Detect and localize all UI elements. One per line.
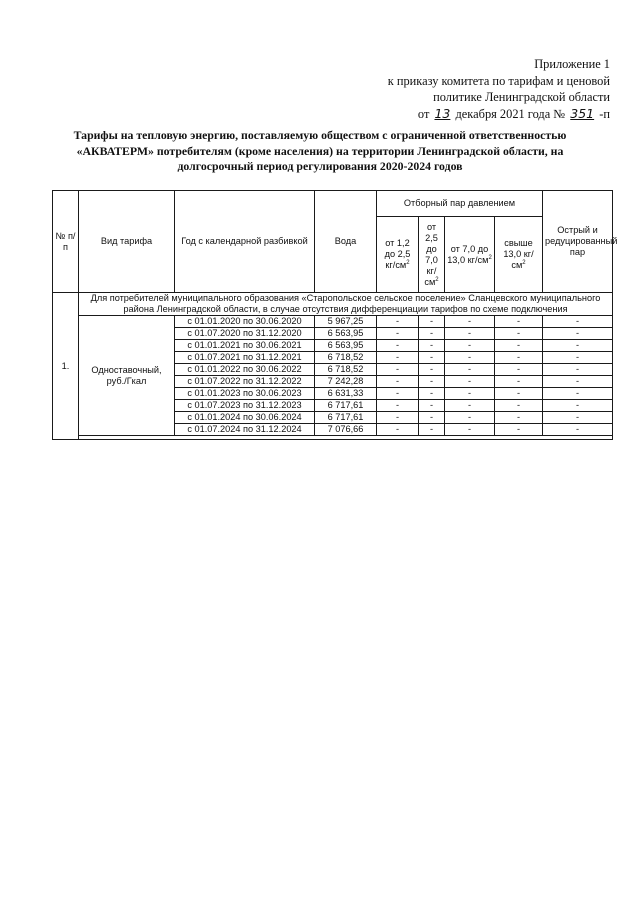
tariff-name: Одноставочный, руб./Гкал: [79, 316, 175, 436]
empty-tariff-cell: -: [543, 316, 613, 328]
period-cell: с 01.01.2022 по 30.06.2022: [175, 364, 315, 376]
tariff-table: [52, 190, 618, 440]
header-number: № п/п: [53, 191, 79, 293]
empty-tariff-cell: -: [445, 424, 495, 436]
empty-tariff-cell: -: [419, 340, 445, 352]
empty-tariff-cell: -: [419, 412, 445, 424]
period-cell: с 01.01.2021 по 30.06.2021: [175, 340, 315, 352]
table-bottom-row: [53, 436, 613, 440]
empty-tariff-cell: -: [445, 352, 495, 364]
empty-tariff-cell: -: [377, 340, 419, 352]
empty-tariff-cell: -: [377, 316, 419, 328]
empty-tariff-cell: -: [495, 340, 543, 352]
date-middle: декабря 2021 года №: [455, 106, 566, 121]
water-tariff-cell: 6 718,52: [315, 364, 377, 376]
header-steam-group: Отборный пар давлением: [377, 191, 543, 217]
water-tariff-cell: 5 967,25: [315, 316, 377, 328]
empty-tariff-cell: -: [495, 376, 543, 388]
appendix-block: [338, 56, 610, 122]
empty-tariff-cell: -: [445, 412, 495, 424]
table-row: [53, 316, 613, 328]
empty-tariff-cell: -: [419, 388, 445, 400]
empty-tariff-cell: -: [495, 316, 543, 328]
empty-tariff-cell: -: [377, 388, 419, 400]
empty-tariff-cell: -: [445, 388, 495, 400]
empty-tariff-cell: -: [419, 376, 445, 388]
empty-tariff-cell: -: [377, 400, 419, 412]
water-tariff-cell: 6 717,61: [315, 412, 377, 424]
empty-tariff-cell: -: [445, 364, 495, 376]
order-suffix: -п: [599, 106, 610, 121]
period-cell: с 01.07.2024 по 31.12.2024: [175, 424, 315, 436]
water-tariff-cell: 6 631,33: [315, 388, 377, 400]
header-steam-over-13: свыше 13,0 $кг/см^2$: [495, 217, 543, 293]
empty-tariff-cell: -: [543, 388, 613, 400]
period-cell: с 01.07.2021 по 31.12.2021: [175, 352, 315, 364]
header-steam-1-2-5: от 1,2 до 2,5 $кг/см^2$: [377, 217, 419, 293]
empty-tariff-cell: -: [377, 328, 419, 340]
empty-tariff-cell: -: [445, 328, 495, 340]
empty-tariff-cell: -: [495, 388, 543, 400]
empty-tariff-cell: -: [495, 424, 543, 436]
water-tariff-cell: 7 242,28: [315, 376, 377, 388]
empty-tariff-cell: -: [445, 400, 495, 412]
empty-tariff-cell: -: [495, 352, 543, 364]
water-tariff-cell: 6 718,52: [315, 352, 377, 364]
table-bottom-cell: [79, 436, 613, 440]
empty-tariff-cell: -: [419, 352, 445, 364]
row-number: 1.: [53, 293, 79, 440]
empty-tariff-cell: -: [495, 328, 543, 340]
appendix-date-line: [338, 106, 610, 123]
header-period: Год с календарной разбивкой: [175, 191, 315, 293]
period-cell: с 01.07.2022 по 31.12.2022: [175, 376, 315, 388]
empty-tariff-cell: -: [377, 352, 419, 364]
handwritten-order-number: 351: [570, 105, 595, 121]
header-water: Вода: [315, 191, 377, 293]
empty-tariff-cell: -: [419, 400, 445, 412]
empty-tariff-cell: -: [419, 424, 445, 436]
empty-tariff-cell: -: [445, 340, 495, 352]
water-tariff-cell: 6 717,61: [315, 400, 377, 412]
water-tariff-cell: 7 076,66: [315, 424, 377, 436]
empty-tariff-cell: -: [495, 412, 543, 424]
period-cell: с 01.01.2023 по 30.06.2023: [175, 388, 315, 400]
empty-tariff-cell: -: [419, 328, 445, 340]
appendix-title: Приложение 1: [534, 57, 610, 71]
empty-tariff-cell: -: [543, 340, 613, 352]
empty-tariff-cell: -: [419, 316, 445, 328]
empty-tariff-cell: -: [543, 412, 613, 424]
consumer-note: Для потребителей муниципального образования «Старопольское сельское поселение» Сланцевского муниципального района Ленинградской области, в случае отсутствия дифференциации тарифов по схеме подключения: [79, 293, 613, 316]
period-cell: с 01.07.2020 по 31.12.2020: [175, 328, 315, 340]
empty-tariff-cell: -: [377, 376, 419, 388]
empty-tariff-cell: -: [543, 400, 613, 412]
water-tariff-cell: 6 563,95: [315, 328, 377, 340]
empty-tariff-cell: -: [377, 424, 419, 436]
empty-tariff-cell: -: [377, 412, 419, 424]
header-tariff-type: Вид тарифа: [79, 191, 175, 293]
empty-tariff-cell: -: [377, 364, 419, 376]
header-steam-2-5-7: от 2,5 до 7,0 $кг/см^2$: [419, 217, 445, 293]
water-tariff-cell: 6 563,95: [315, 340, 377, 352]
date-prefix: от: [417, 106, 430, 121]
empty-tariff-cell: -: [543, 352, 613, 364]
handwritten-day: 13: [434, 105, 451, 121]
header-steam-7-13: от 7,0 до 13,0 $кг/см^2$: [445, 217, 495, 293]
empty-tariff-cell: -: [543, 376, 613, 388]
period-cell: с 01.07.2023 по 31.12.2023: [175, 400, 315, 412]
empty-tariff-cell: -: [495, 364, 543, 376]
empty-tariff-cell: -: [543, 424, 613, 436]
document-title: Тарифы на тепловую энергию, поставляемую обществом с ограниченной ответственностью «АКВАТЕРМ» потребителям (кроме населения) на территории Ленинградской области, на долгосрочный период регулирования 2020-2024 годов: [73, 128, 567, 173]
header-sharp-steam: Острый и редуцированный пар: [543, 191, 613, 293]
empty-tariff-cell: -: [495, 400, 543, 412]
appendix-order-ref: к приказу комитета по тарифам и ценовой: [387, 73, 610, 88]
period-cell: с 01.01.2024 по 30.06.2024: [175, 412, 315, 424]
empty-tariff-cell: -: [543, 328, 613, 340]
empty-tariff-cell: -: [445, 376, 495, 388]
period-cell: с 01.01.2020 по 30.06.2020: [175, 316, 315, 328]
empty-tariff-cell: -: [419, 364, 445, 376]
empty-tariff-cell: -: [445, 316, 495, 328]
empty-tariff-cell: -: [543, 364, 613, 376]
appendix-committee: политике Ленинградской области: [433, 90, 610, 104]
